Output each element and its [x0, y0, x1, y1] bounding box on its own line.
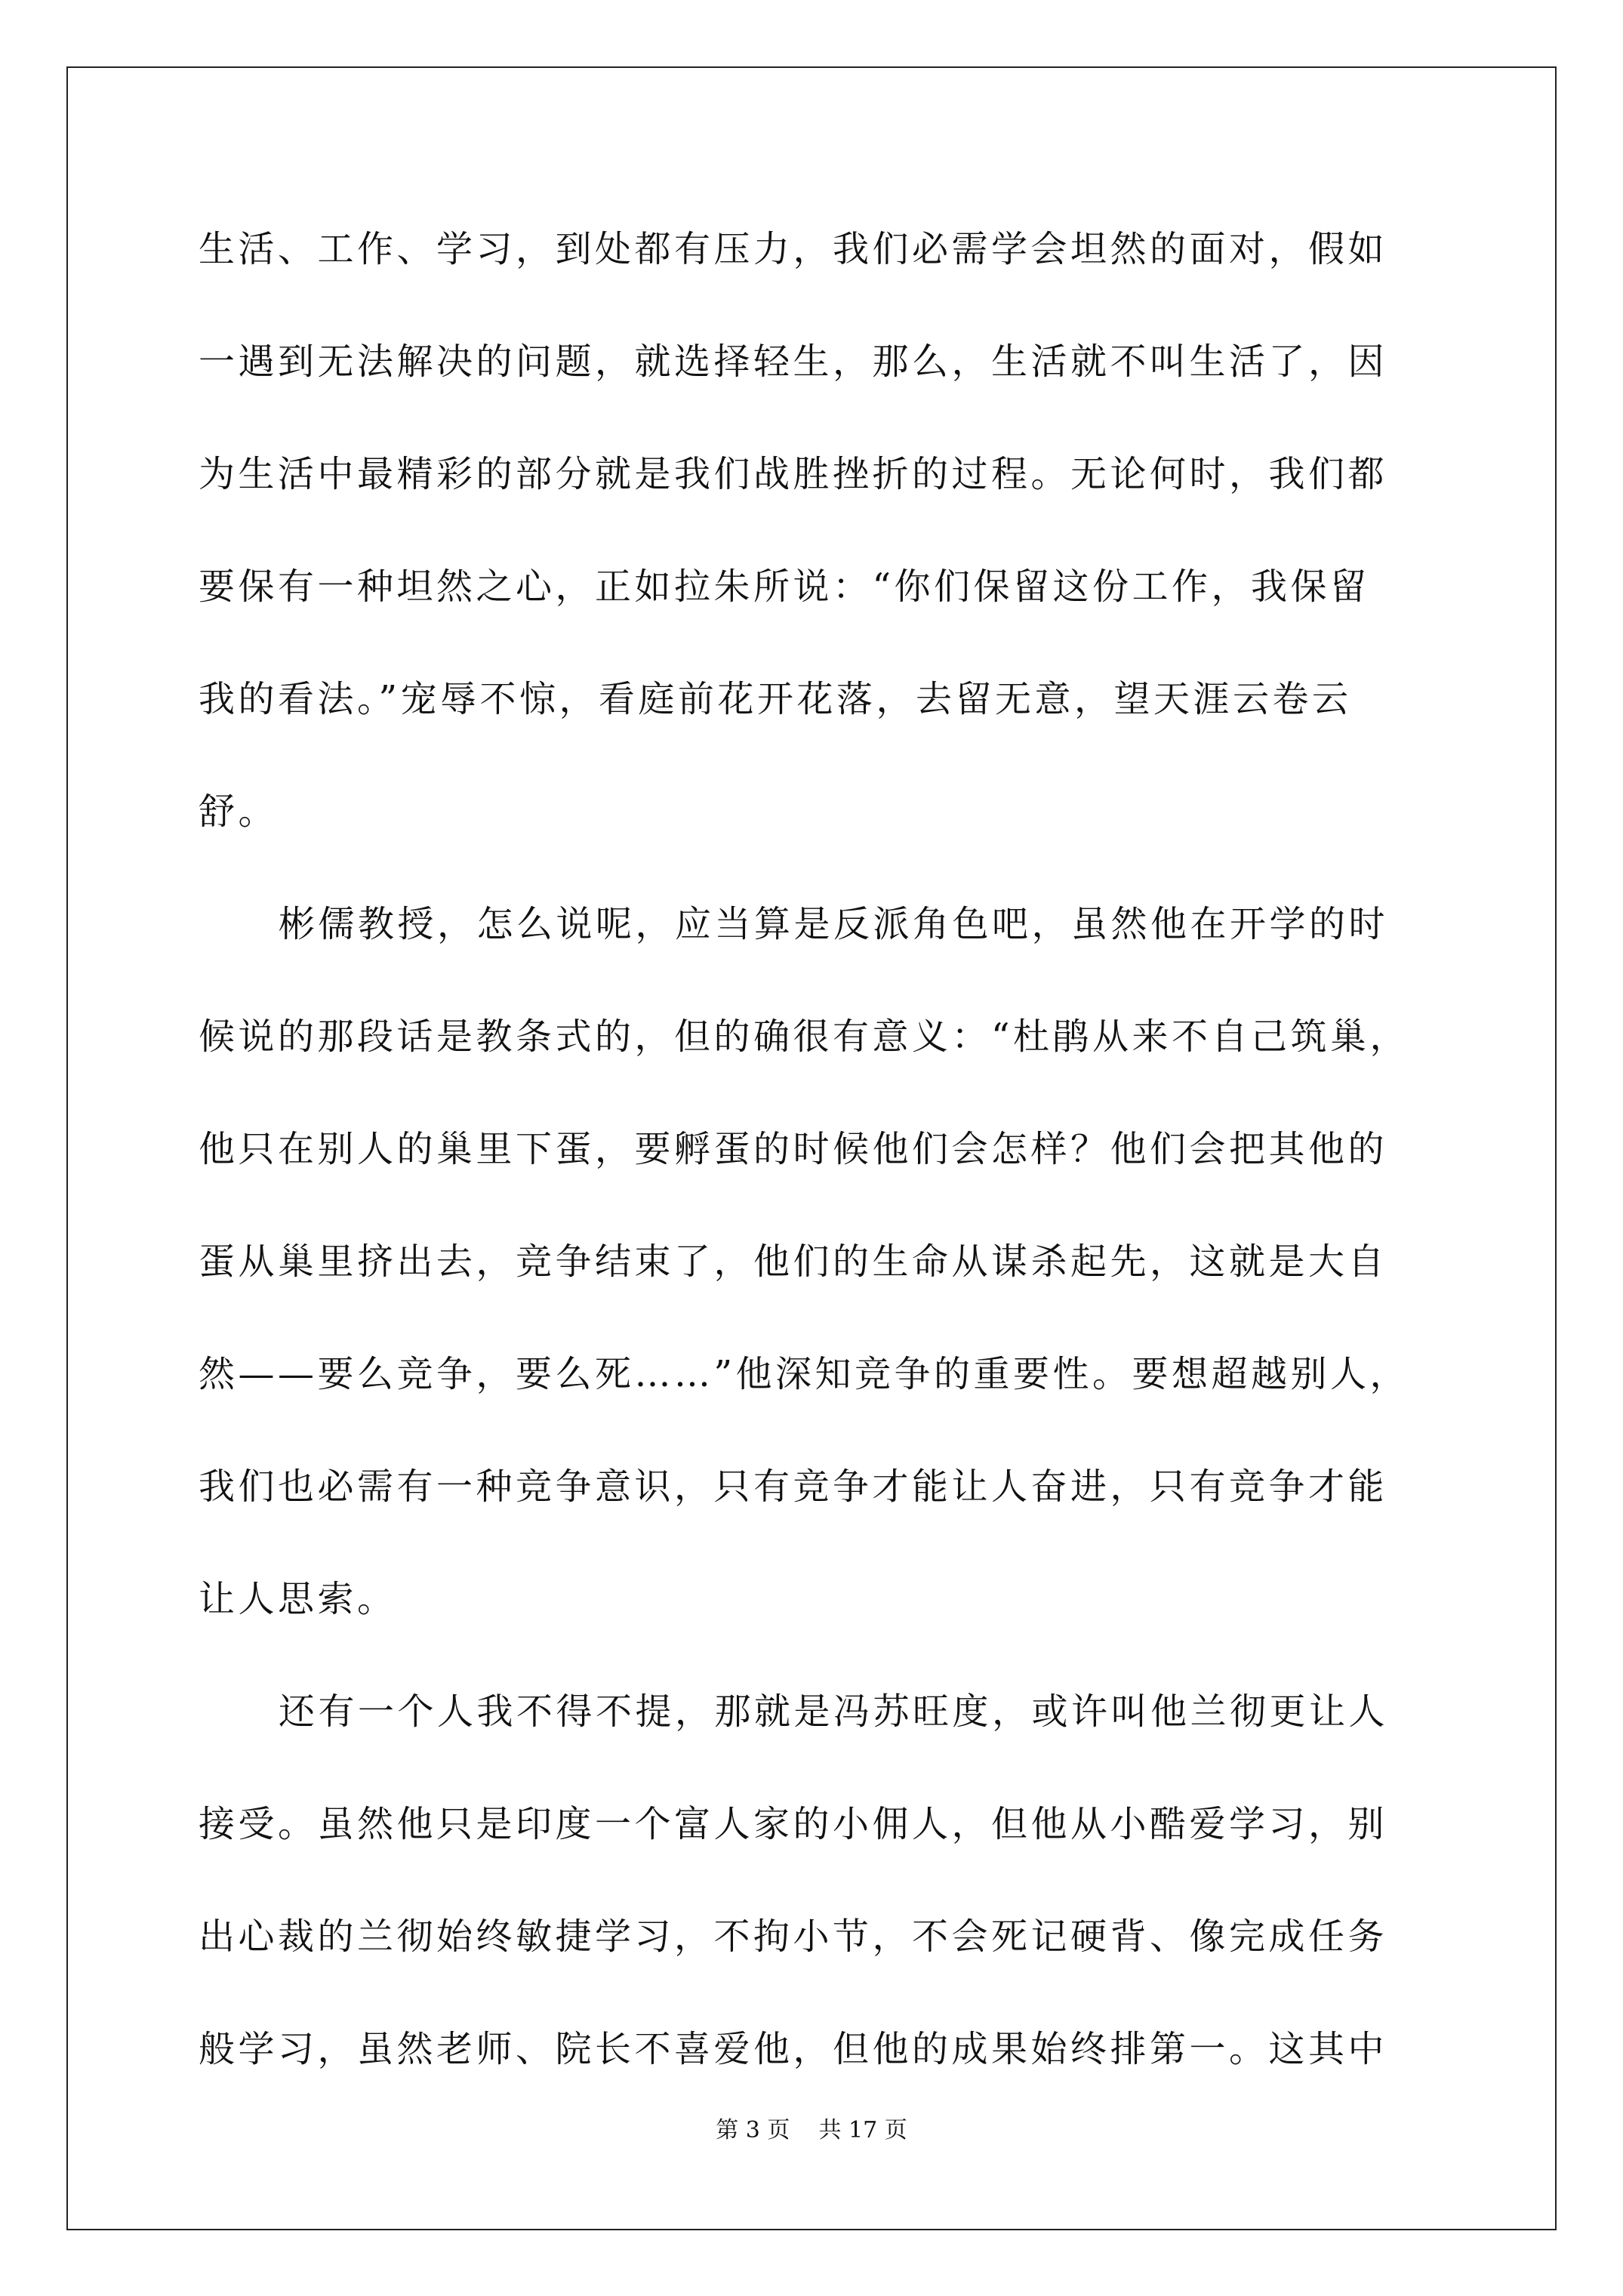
text-line: 然——要么竞争，要么死……”他深知竞争的重要性。要想超越别人，	[199, 1353, 1410, 1395]
text-line: 为生活中最精彩的部分就是我们战胜挫折的过程。无论何时，我们都	[199, 453, 1388, 495]
text-line: 我们也必需有一种竞争意识，只有竞争才能让人奋进，只有竞争才能	[199, 1465, 1388, 1508]
text-line: 让人思索。	[199, 1578, 397, 1620]
text-line: 彬儒教授，怎么说呢，应当算是反派角色吧，虽然他在开学的时	[279, 903, 1389, 945]
text-line: 还有一个人我不得不提，那就是冯苏旺度，或许叫他兰彻更让人	[279, 1690, 1389, 1733]
text-line: 舒。	[199, 791, 279, 833]
text-line: 接受。虽然他只是印度一个富人家的小佣人，但他从小酷爱学习，别	[199, 1803, 1388, 1845]
text-line: 一遇到无法解决的问题，就选择轻生，那么，生活就不叫生活了，因	[199, 341, 1388, 383]
text-line: 要保有一种坦然之心，正如拉朱所说：“你们保留这份工作，我保留	[199, 566, 1370, 608]
text-line: 我的看法。”宠辱不惊，看庭前花开花落，去留无意，望天涯云卷云	[199, 678, 1352, 720]
text-line: 般学习，虽然老师、院长不喜爱他，但他的成果始终排第一。这其中	[199, 2028, 1388, 2070]
text-line: 蛋从巢里挤出去，竞争结束了，他们的生命从谋杀起先，这就是大自	[199, 1240, 1388, 1283]
text-line: 生活、工作、学习，到处都有压力，我们必需学会坦然的面对，假如	[199, 228, 1388, 270]
text-line: 候说的那段话是教条式的，但的确很有意义：“杜鹃从来不自己筑巢，	[199, 1015, 1410, 1058]
text-line: 出心裁的兰彻始终敏捷学习，不拘小节，不会死记硬背、像完成任务	[199, 1915, 1388, 1958]
text-line: 他只在别人的巢里下蛋，要孵蛋的时候他们会怎样？他们会把其他的	[199, 1128, 1388, 1170]
page-number-footer: 第 3 页 共 17 页	[716, 2117, 907, 2143]
